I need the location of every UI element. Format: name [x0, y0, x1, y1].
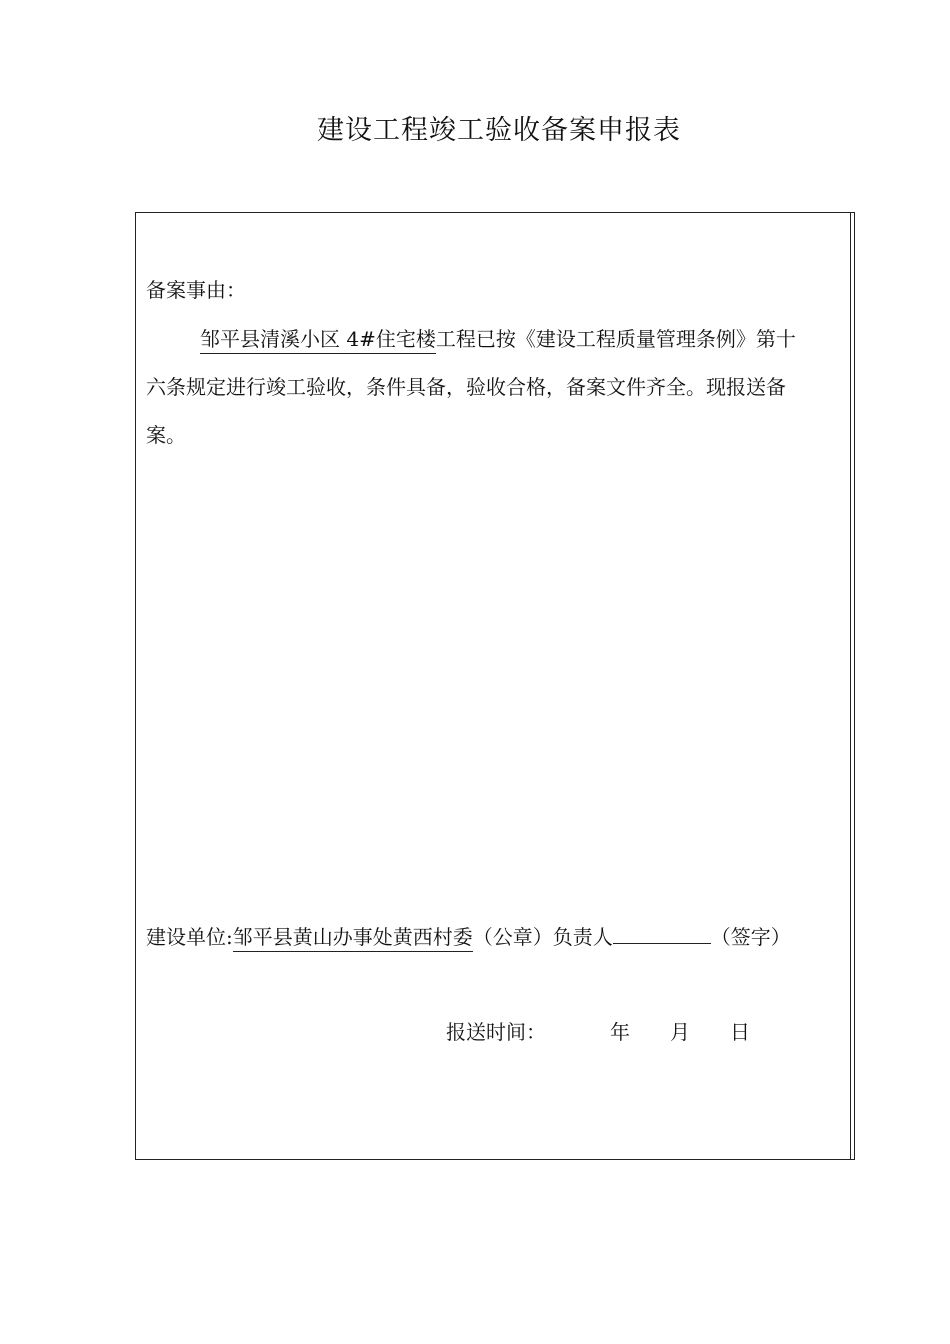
- reason-body-line-3: 案。: [146, 423, 186, 447]
- page-title: 建设工程竣工验收备案申报表: [317, 115, 681, 146]
- filing-form-box: [135, 212, 855, 1160]
- reason-body-line-1: [200, 325, 796, 353]
- unit-label: 建设单位:: [146, 925, 233, 949]
- date-label: 报送时间：: [446, 1020, 546, 1044]
- submission-date-line: [446, 1018, 750, 1046]
- project-name-field[interactable]: 邹平县清溪小区 4#住宅楼: [200, 327, 436, 354]
- month-label: 月: [670, 1020, 690, 1044]
- reason-label: 备案事由：: [146, 278, 246, 302]
- signature-blank[interactable]: [613, 919, 711, 944]
- construction-unit-line: [146, 919, 791, 951]
- reason-body-line-2: 六条规定进行竣工验收，条件具备，验收合格，备案文件齐全。现报送备: [146, 375, 786, 399]
- sign-label: （签字）: [710, 925, 791, 949]
- year-label: 年: [610, 1020, 630, 1044]
- unit-name-field[interactable]: 邹平县黄山办事处黄西村委: [233, 925, 473, 952]
- reason-body-text-1: 工程已按《建设工程质量管理条例》第十: [435, 327, 796, 351]
- seal-label: （公章）负责人: [472, 925, 613, 949]
- day-label: 日: [730, 1020, 750, 1044]
